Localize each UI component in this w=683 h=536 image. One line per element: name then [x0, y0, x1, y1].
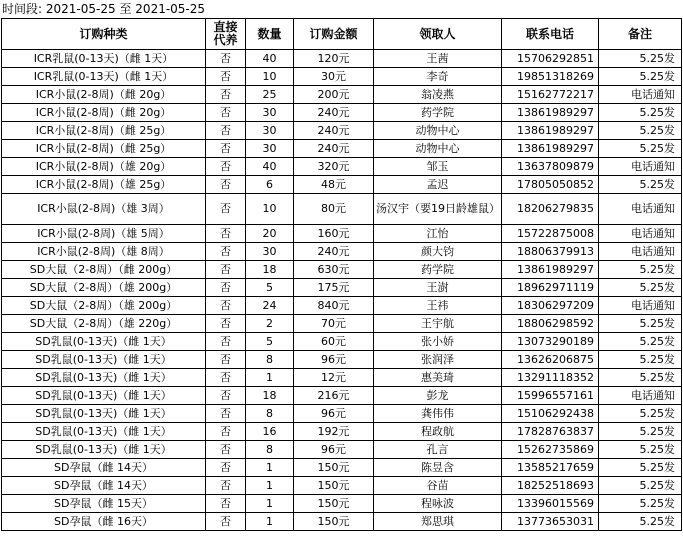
cell-species: ICR乳鼠(0-13天)（雌 1天）: [2, 50, 206, 68]
cell-recipient: 程政航: [374, 423, 502, 441]
cell-direct: 否: [206, 423, 246, 441]
cell-qty: 5: [246, 333, 294, 351]
table-row: [2, 459, 682, 477]
cell-amount: 96元: [294, 351, 374, 369]
cell-phone: 15996557161: [502, 387, 599, 405]
cell-species: ICR小鼠(2-8周)（雌 20g）: [2, 104, 206, 122]
cell-species: SD孕鼠（雌 16天）: [2, 513, 206, 531]
table-row: [2, 243, 682, 261]
cell-direct: 否: [206, 122, 246, 140]
cell-phone: 13396015569: [502, 495, 599, 513]
table-row: [2, 369, 682, 387]
cell-remark: 5.25发: [599, 477, 682, 495]
table-row: [2, 140, 682, 158]
cell-remark: 电话通知: [599, 158, 682, 176]
table-row: [2, 423, 682, 441]
cell-phone: 15106292438: [502, 405, 599, 423]
cell-direct: 否: [206, 315, 246, 333]
cell-phone: 18806379913: [502, 243, 599, 261]
cell-amount: 200元: [294, 86, 374, 104]
cell-species: SD乳鼠(0-13天)（雌 1天）: [2, 351, 206, 369]
cell-direct: 否: [206, 68, 246, 86]
cell-species: SD孕鼠（雌 14天）: [2, 477, 206, 495]
cell-amount: 175元: [294, 279, 374, 297]
cell-species: SD乳鼠(0-13天)（雌 1天）: [2, 441, 206, 459]
cell-qty: 8: [246, 441, 294, 459]
cell-phone: 15162772217: [502, 86, 599, 104]
cell-phone: 13637809879: [502, 158, 599, 176]
cell-recipient: 程咏波: [374, 495, 502, 513]
cell-direct: 否: [206, 104, 246, 122]
cell-amount: 240元: [294, 140, 374, 158]
cell-recipient: 谷苗: [374, 477, 502, 495]
cell-species: SD大鼠（2-8周）（雄 220g）: [2, 315, 206, 333]
table-row: [2, 50, 682, 68]
header-direct: 直接代养: [206, 19, 246, 50]
cell-direct: 否: [206, 495, 246, 513]
cell-direct: 否: [206, 477, 246, 495]
table-row: [2, 315, 682, 333]
cell-direct: 否: [206, 387, 246, 405]
cell-species: SD大鼠（2-8周）（雌 200g）: [2, 261, 206, 279]
cell-remark: 5.25发: [599, 279, 682, 297]
cell-qty: 30: [246, 122, 294, 140]
cell-remark: 5.25发: [599, 140, 682, 158]
orders-table: [1, 18, 682, 531]
cell-phone: 15706292851: [502, 50, 599, 68]
cell-recipient: 颜大钧: [374, 243, 502, 261]
cell-qty: 25: [246, 86, 294, 104]
cell-recipient: 张润泽: [374, 351, 502, 369]
cell-qty: 8: [246, 351, 294, 369]
cell-phone: 18962971119: [502, 279, 599, 297]
cell-direct: 否: [206, 441, 246, 459]
cell-recipient: 王宇航: [374, 315, 502, 333]
cell-phone: 18806298592: [502, 315, 599, 333]
cell-recipient: 惠美琦: [374, 369, 502, 387]
cell-amount: 150元: [294, 513, 374, 531]
cell-remark: 电话通知: [599, 297, 682, 315]
cell-recipient: 药学院: [374, 104, 502, 122]
cell-qty: 10: [246, 68, 294, 86]
cell-qty: 6: [246, 176, 294, 194]
table-row: [2, 176, 682, 194]
cell-recipient: 翁凌燕: [374, 86, 502, 104]
cell-amount: 240元: [294, 104, 374, 122]
cell-remark: 5.25发: [599, 50, 682, 68]
cell-species: SD乳鼠(0-13天)（雌 1天）: [2, 423, 206, 441]
header-amount: 订购金额: [294, 19, 374, 50]
cell-remark: 5.25发: [599, 351, 682, 369]
cell-phone: 15722875008: [502, 225, 599, 243]
cell-species: ICR小鼠(2-8周)（雄 8周）: [2, 243, 206, 261]
cell-species: SD乳鼠(0-13天)（雌 1天）: [2, 387, 206, 405]
table-row: [2, 405, 682, 423]
cell-remark: 5.25发: [599, 441, 682, 459]
cell-qty: 1: [246, 495, 294, 513]
table-row: [2, 351, 682, 369]
cell-species: SD乳鼠(0-13天)（雌 1天）: [2, 405, 206, 423]
cell-phone: 13291118352: [502, 369, 599, 387]
header-qty: 数量: [246, 19, 294, 50]
cell-recipient: 彭龙: [374, 387, 502, 405]
cell-amount: 96元: [294, 441, 374, 459]
header-row: [2, 19, 682, 50]
cell-phone: 13773653031: [502, 513, 599, 531]
cell-direct: 否: [206, 513, 246, 531]
cell-amount: 150元: [294, 495, 374, 513]
cell-amount: 240元: [294, 243, 374, 261]
table-row: [2, 297, 682, 315]
cell-remark: 5.25发: [599, 459, 682, 477]
table-row: [2, 225, 682, 243]
cell-amount: 630元: [294, 261, 374, 279]
cell-direct: 否: [206, 140, 246, 158]
cell-species: SD大鼠（2-8周）（雄 200g）: [2, 279, 206, 297]
cell-remark: 5.25发: [599, 315, 682, 333]
table-row: [2, 104, 682, 122]
period-label: 时间段:: [2, 2, 43, 16]
table-row: [2, 441, 682, 459]
cell-remark: 5.25发: [599, 261, 682, 279]
cell-direct: 否: [206, 369, 246, 387]
cell-qty: 30: [246, 243, 294, 261]
cell-species: ICR小鼠(2-8周)（雄 20g）: [2, 158, 206, 176]
cell-qty: 24: [246, 297, 294, 315]
table-row: [2, 86, 682, 104]
cell-phone: 17828763837: [502, 423, 599, 441]
table-row: [2, 158, 682, 176]
cell-species: ICR小鼠(2-8周)（雌 25g）: [2, 140, 206, 158]
cell-remark: 5.25发: [599, 68, 682, 86]
cell-qty: 20: [246, 225, 294, 243]
cell-remark: 电话通知: [599, 387, 682, 405]
cell-recipient: 动物中心: [374, 140, 502, 158]
cell-qty: 18: [246, 261, 294, 279]
cell-direct: 否: [206, 297, 246, 315]
table-row: [2, 122, 682, 140]
cell-remark: 5.25发: [599, 104, 682, 122]
cell-amount: 160元: [294, 225, 374, 243]
cell-direct: 否: [206, 158, 246, 176]
cell-species: SD乳鼠(0-13天)（雌 1天）: [2, 333, 206, 351]
cell-remark: 5.25发: [599, 176, 682, 194]
header-recipient: 领取人: [374, 19, 502, 50]
cell-recipient: 王茜: [374, 50, 502, 68]
cell-recipient: 邹玉: [374, 158, 502, 176]
cell-recipient: 王澍: [374, 279, 502, 297]
cell-direct: 否: [206, 279, 246, 297]
cell-qty: 1: [246, 369, 294, 387]
cell-phone: 13861989297: [502, 104, 599, 122]
cell-remark: 5.25发: [599, 333, 682, 351]
cell-species: ICR小鼠(2-8周)（雄 25g）: [2, 176, 206, 194]
cell-qty: 2: [246, 315, 294, 333]
cell-remark: 5.25发: [599, 423, 682, 441]
cell-species: SD孕鼠（雌 15天）: [2, 495, 206, 513]
cell-qty: 30: [246, 140, 294, 158]
date-range: [0, 0, 683, 18]
period-start: 2021-05-25: [45, 2, 116, 16]
cell-direct: 否: [206, 351, 246, 369]
cell-direct: 否: [206, 176, 246, 194]
cell-recipient: 王祎: [374, 297, 502, 315]
period-separator: 至: [119, 2, 132, 16]
cell-recipient: 江怡: [374, 225, 502, 243]
cell-phone: 18252518693: [502, 477, 599, 495]
cell-remark: 5.25发: [599, 369, 682, 387]
cell-direct: 否: [206, 405, 246, 423]
cell-phone: 18306297209: [502, 297, 599, 315]
cell-phone: 13861989297: [502, 140, 599, 158]
cell-direct: 否: [206, 86, 246, 104]
cell-phone: 19851318269: [502, 68, 599, 86]
cell-qty: 5: [246, 279, 294, 297]
cell-phone: 15262735869: [502, 441, 599, 459]
cell-remark: 电话通知: [599, 194, 682, 225]
cell-species: ICR小鼠(2-8周)（雄 3周）: [2, 194, 206, 225]
cell-recipient: 龚伟伟: [374, 405, 502, 423]
cell-direct: 否: [206, 194, 246, 225]
cell-amount: 150元: [294, 477, 374, 495]
cell-species: SD大鼠（2-8周）（雄 200g）: [2, 297, 206, 315]
cell-recipient: 郑思琪: [374, 513, 502, 531]
cell-recipient: 药学院: [374, 261, 502, 279]
cell-species: SD乳鼠(0-13天)（雌 1天）: [2, 369, 206, 387]
cell-phone: 13585217659: [502, 459, 599, 477]
header-remark: 备注: [599, 19, 682, 50]
cell-phone: 18206279835: [502, 194, 599, 225]
cell-species: ICR小鼠(2-8周)（雌 20g）: [2, 86, 206, 104]
cell-recipient: 孟迟: [374, 176, 502, 194]
cell-direct: 否: [206, 50, 246, 68]
cell-amount: 70元: [294, 315, 374, 333]
cell-qty: 1: [246, 477, 294, 495]
cell-phone: 13861989297: [502, 122, 599, 140]
cell-direct: 否: [206, 459, 246, 477]
cell-amount: 60元: [294, 333, 374, 351]
cell-amount: 30元: [294, 68, 374, 86]
cell-amount: 120元: [294, 50, 374, 68]
cell-direct: 否: [206, 243, 246, 261]
cell-qty: 30: [246, 104, 294, 122]
table-row: [2, 194, 682, 225]
cell-amount: 12元: [294, 369, 374, 387]
table-row: [2, 333, 682, 351]
cell-recipient: 动物中心: [374, 122, 502, 140]
table-row: [2, 495, 682, 513]
header-phone: 联系电话: [502, 19, 599, 50]
cell-qty: 40: [246, 158, 294, 176]
table-row: [2, 279, 682, 297]
cell-qty: 1: [246, 459, 294, 477]
cell-amount: 48元: [294, 176, 374, 194]
cell-amount: 80元: [294, 194, 374, 225]
cell-remark: 5.25发: [599, 405, 682, 423]
cell-recipient: 孔言: [374, 441, 502, 459]
cell-amount: 840元: [294, 297, 374, 315]
cell-direct: 否: [206, 261, 246, 279]
cell-amount: 96元: [294, 405, 374, 423]
cell-remark: 电话通知: [599, 225, 682, 243]
cell-amount: 320元: [294, 158, 374, 176]
cell-species: ICR小鼠(2-8周)（雄 5周）: [2, 225, 206, 243]
cell-recipient: 陈昱含: [374, 459, 502, 477]
cell-amount: 216元: [294, 387, 374, 405]
table-row: [2, 387, 682, 405]
cell-qty: 10: [246, 194, 294, 225]
cell-qty: 8: [246, 405, 294, 423]
cell-species: ICR乳鼠(0-13天)（雌 1天）: [2, 68, 206, 86]
cell-recipient: 张小娇: [374, 333, 502, 351]
cell-qty: 18: [246, 387, 294, 405]
cell-qty: 1: [246, 513, 294, 531]
cell-recipient: 汤汉宇（要19日龄雄鼠）: [374, 194, 502, 225]
cell-remark: 5.25发: [599, 513, 682, 531]
cell-direct: 否: [206, 225, 246, 243]
table-row: [2, 477, 682, 495]
cell-amount: 192元: [294, 423, 374, 441]
period-end: 2021-05-25: [135, 2, 206, 16]
cell-remark: 5.25发: [599, 495, 682, 513]
cell-amount: 150元: [294, 459, 374, 477]
cell-phone: 13073290189: [502, 333, 599, 351]
cell-remark: 5.25发: [599, 122, 682, 140]
cell-remark: 电话通知: [599, 243, 682, 261]
cell-amount: 240元: [294, 122, 374, 140]
cell-species: ICR小鼠(2-8周)（雌 25g）: [2, 122, 206, 140]
cell-species: SD孕鼠（雌 14天）: [2, 459, 206, 477]
table-row: [2, 261, 682, 279]
cell-phone: 17805050852: [502, 176, 599, 194]
cell-phone: 13861989297: [502, 261, 599, 279]
cell-phone: 13626206875: [502, 351, 599, 369]
table-row: [2, 513, 682, 531]
cell-qty: 16: [246, 423, 294, 441]
table-row: [2, 68, 682, 86]
header-species: 订购种类: [2, 19, 206, 50]
cell-direct: 否: [206, 333, 246, 351]
cell-qty: 40: [246, 50, 294, 68]
cell-recipient: 李奇: [374, 68, 502, 86]
cell-remark: 电话通知: [599, 86, 682, 104]
